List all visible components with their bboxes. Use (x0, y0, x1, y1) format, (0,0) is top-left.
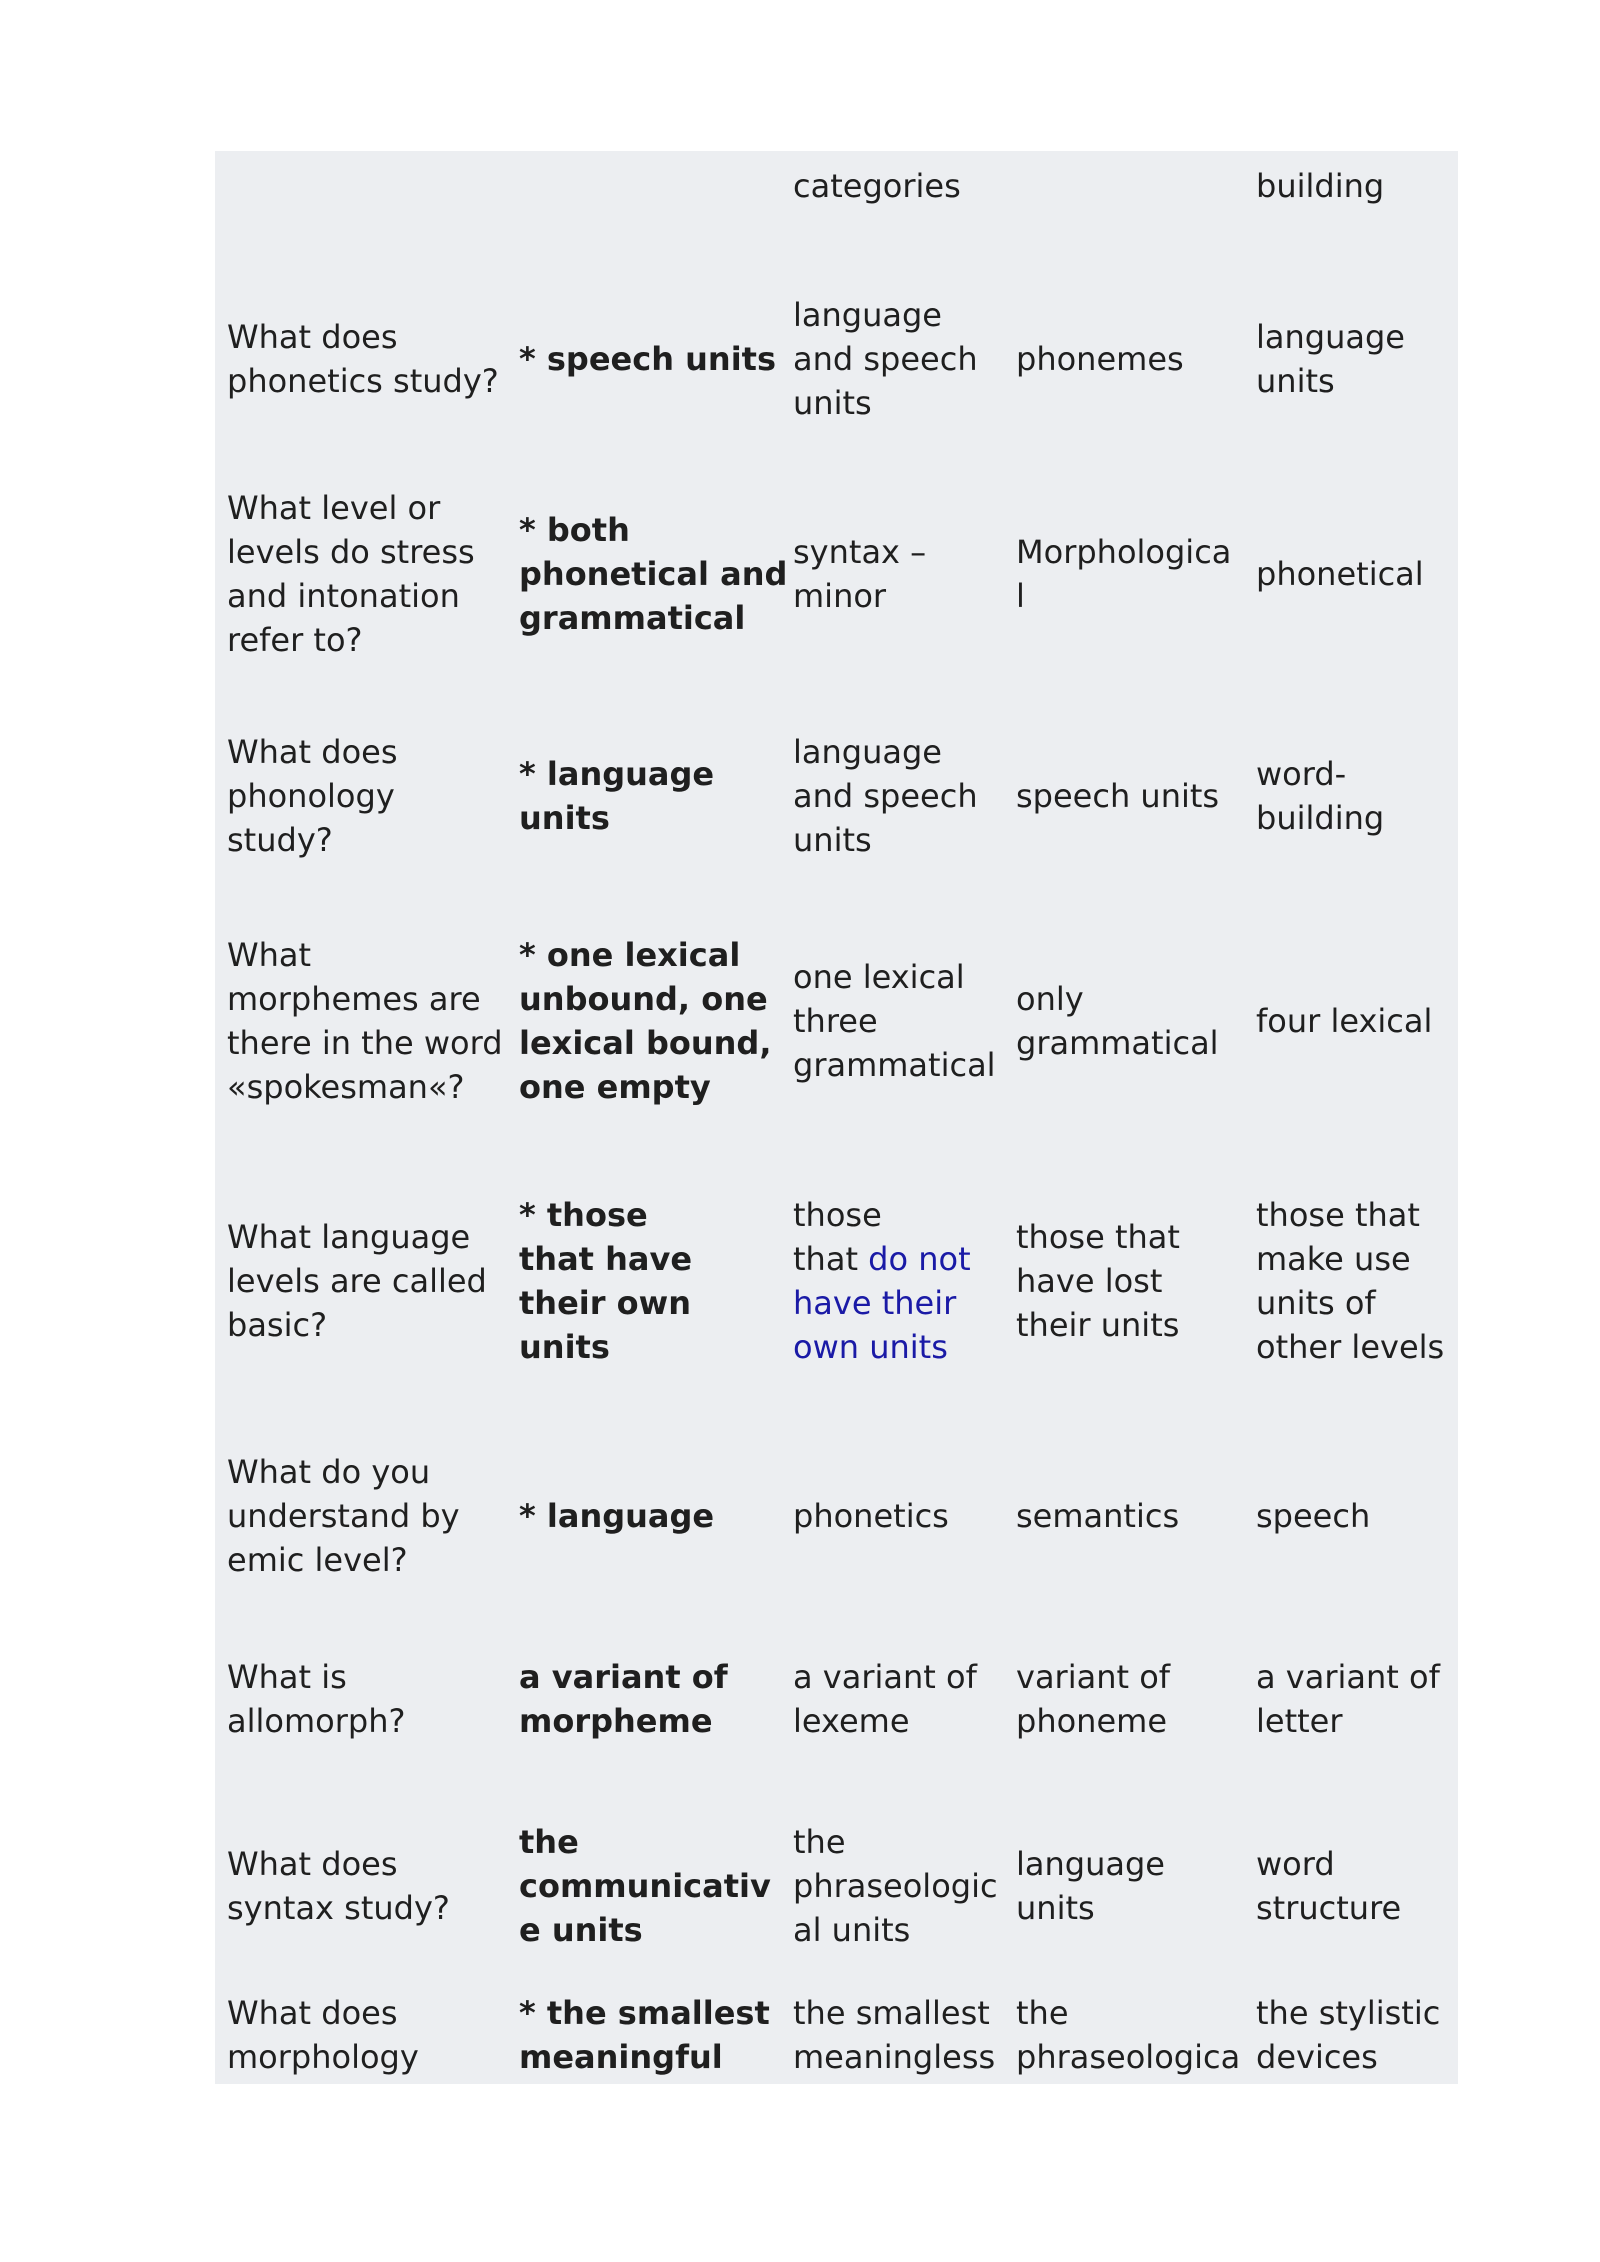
quiz-table (215, 151, 1458, 2084)
table-row (215, 456, 1458, 691)
correct-answer-cell: * language units (519, 755, 715, 837)
correct-answer-cell: a variant of morpheme (519, 1657, 728, 1740)
correct-answer-cell: * language (519, 1497, 715, 1535)
option-d-cell: those that make use units of other levels (1256, 1196, 1445, 1366)
option-c-cell: Morphologica l (1016, 532, 1232, 615)
table-row (215, 1611, 1458, 1786)
option-b-cell (793, 1141, 1008, 1421)
table-row (215, 691, 1458, 901)
correct-answer-cell: * speech units (519, 339, 776, 378)
option-b-cell: language and speech units (793, 295, 978, 422)
option-b-cell: language and speech units (793, 733, 978, 859)
table-row (215, 901, 1458, 1141)
question-cell (227, 151, 507, 261)
option-b-cell: a variant of lexeme (793, 1657, 977, 1740)
question-cell: What do you understand by emic level? (227, 1453, 460, 1579)
option-b-cell: one lexical three grammatical (793, 958, 996, 1084)
option-d-cell: the stylistic devices (1256, 1994, 1441, 2076)
option-c-cell: semantics (1016, 1497, 1180, 1535)
option-b-cell: the phraseologic al units (793, 1823, 998, 1949)
correct-answer-cell: * those that have their own units (519, 1196, 693, 1366)
option-b-link[interactable]: do not have their own units (793, 1240, 971, 1366)
option-c-cell: speech units (1016, 777, 1220, 815)
question-cell: What does phonetics study? (227, 317, 499, 400)
correct-answer-cell: the communicativ e units (519, 1823, 771, 1949)
correct-answer-cell: * one lexical unbound, one lexical bound, one empty (519, 936, 772, 1106)
option-c-cell: variant of phoneme (1016, 1657, 1171, 1740)
option-d-cell: speech (1256, 1497, 1371, 1535)
option-d-cell: building (1256, 167, 1385, 205)
option-d-cell: a variant of letter (1256, 1657, 1440, 1740)
option-d-cell: word- building (1256, 755, 1385, 837)
correct-answer-cell: * the smallest meaningful (519, 1994, 770, 2076)
question-cell: What does morphology (227, 1994, 419, 2076)
option-c-cell (1016, 151, 1246, 261)
question-cell: What level or levels do stress and intonation refer to? (227, 488, 475, 659)
question-cell: What is allomorph? (227, 1657, 406, 1740)
option-b-text: those that (793, 1196, 882, 1278)
option-d-cell: phonetical (1256, 554, 1424, 593)
question-cell: What does phonology study? (227, 733, 398, 859)
option-d-cell: language units (1256, 317, 1405, 400)
table-row (215, 1141, 1458, 1421)
question-cell: What morphemes are there in the word «spokesman«? (227, 936, 503, 1106)
option-b-cell: phonetics (793, 1497, 949, 1535)
question-cell: What does syntax study? (227, 1845, 450, 1927)
table-row (215, 1786, 1458, 1986)
option-b-cell: syntax – minor (793, 532, 927, 615)
table-row (215, 1421, 1458, 1611)
option-d-cell: word structure (1256, 1845, 1402, 1927)
option-c-cell: phonemes (1016, 339, 1184, 378)
option-d-cell: four lexical (1256, 1002, 1433, 1040)
table-row (215, 261, 1458, 456)
question-cell: What language levels are called basic? (227, 1218, 487, 1344)
correct-answer-cell: * both phonetical and grammatical (519, 510, 788, 637)
option-c-cell: only grammatical (1016, 980, 1219, 1062)
table-row (215, 1986, 1458, 2084)
table-row (215, 151, 1458, 261)
correct-answer-cell (519, 151, 789, 261)
option-b-cell: the smallest meaningless (793, 1994, 996, 2076)
option-b-cell: categories (793, 167, 961, 205)
option-c-cell: language units (1016, 1845, 1165, 1927)
option-c-cell: those that have lost their units (1016, 1218, 1180, 1344)
option-c-cell: the phraseologica (1016, 1994, 1241, 2076)
